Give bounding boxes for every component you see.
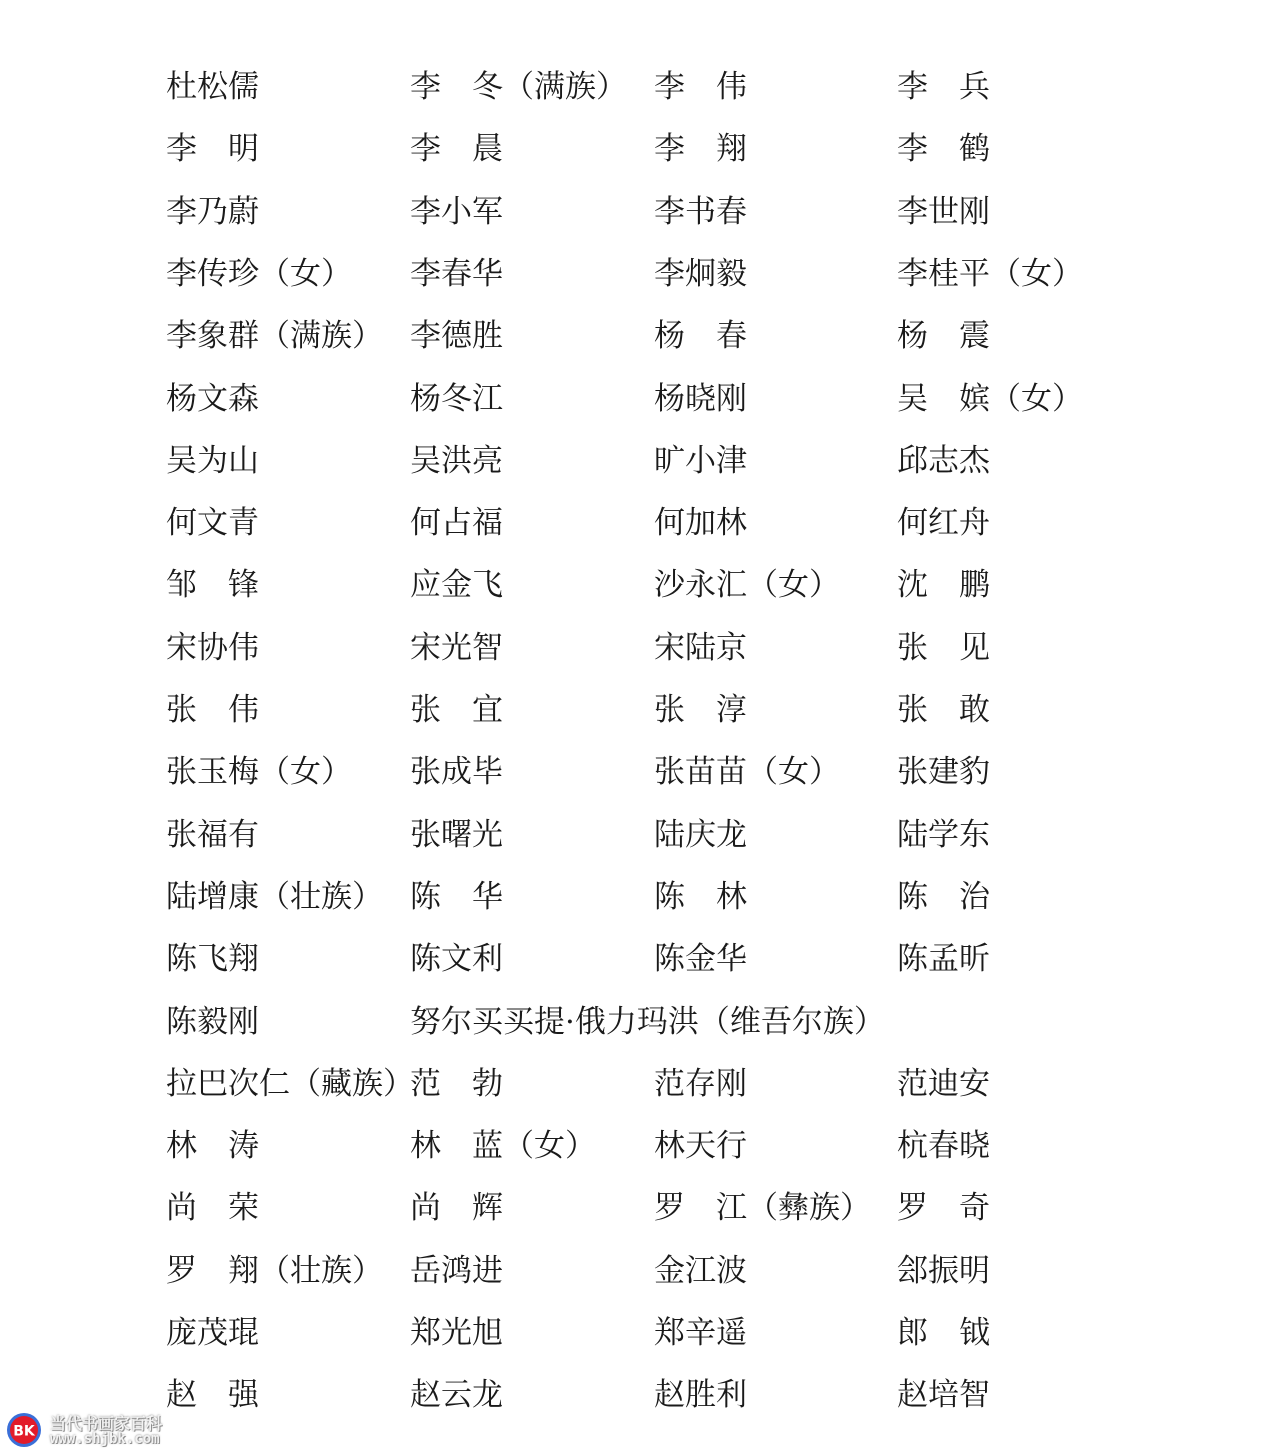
name-entry: 范存刚 (654, 1065, 747, 1102)
name-row (0, 498, 1280, 548)
name-entry: 张苗苗（女） (654, 754, 840, 791)
name-entry: 陆学东 (897, 816, 990, 853)
name-entry: 林 蓝（女） (410, 1128, 596, 1165)
name-entry: 沙永汇（女） (654, 567, 840, 604)
name-entry: 吴洪亮 (410, 442, 503, 479)
name-entry: 陈 林 (654, 878, 747, 915)
name-entry: 邱志杰 (897, 442, 990, 479)
site-watermark[interactable] (6, 1410, 186, 1450)
name-entry: 杨 震 (897, 318, 990, 355)
name-entry: 李 晨 (410, 131, 503, 168)
name-entry: 杨晓刚 (654, 380, 747, 417)
name-entry: 范 勃 (410, 1065, 503, 1102)
name-entry: 旷小津 (654, 442, 747, 479)
name-row (0, 1246, 1280, 1296)
name-entry: 何占福 (410, 505, 503, 542)
name-entry: 李乃蔚 (166, 193, 259, 230)
name-entry: 应金飞 (410, 567, 503, 604)
name-row (0, 872, 1280, 922)
watermark-site-url: www.shjbk.com (50, 1431, 160, 1447)
name-entry: 沈 鹏 (897, 567, 990, 604)
name-entry: 郎 钺 (897, 1315, 990, 1351)
name-entry: 张 伟 (166, 692, 259, 728)
name-entry: 岳鸿进 (410, 1252, 503, 1289)
name-entry: 罗 翔（壮族） (166, 1252, 383, 1289)
name-entry: 李 翔 (654, 131, 747, 168)
name-entry: 李 兵 (897, 69, 990, 105)
name-entry: 赵培智 (897, 1377, 990, 1414)
name-entry: 何红舟 (897, 505, 990, 542)
name-entry: 杨 春 (654, 318, 747, 355)
name-entry: 赵胜利 (654, 1377, 747, 1414)
name-entry: 李 冬（满族） (410, 69, 627, 105)
name-entry: 李世刚 (897, 193, 990, 230)
name-row (0, 311, 1280, 361)
name-entry: 郐振明 (897, 1252, 990, 1289)
name-row (0, 1308, 1280, 1358)
name-entry: 陈金华 (654, 941, 747, 978)
name-entry: 李春华 (410, 255, 503, 292)
name-entry: 吴 嫔（女） (897, 380, 1083, 417)
name-entry: 赵云龙 (410, 1377, 503, 1414)
name-row (0, 747, 1280, 797)
name-entry: 杨冬江 (410, 380, 503, 417)
name-entry: 罗 奇 (897, 1190, 990, 1227)
name-row (0, 436, 1280, 486)
name-row (0, 934, 1280, 984)
name-entry: 张建豹 (897, 754, 990, 791)
name-row (0, 249, 1280, 299)
name-entry: 陆增康（壮族） (166, 878, 383, 915)
name-entry: 张曙光 (410, 816, 503, 853)
name-entry: 宋协伟 (166, 629, 259, 666)
name-entry: 陈 华 (410, 878, 503, 915)
name-entry: 李传珍（女） (166, 255, 352, 292)
watermark-site-name: 当代书画家百科 (50, 1414, 163, 1433)
name-entry: 陆庆龙 (654, 816, 747, 853)
name-entry: 宋光智 (410, 629, 503, 666)
name-entry: 李 伟 (654, 69, 747, 105)
name-entry: 陈飞翔 (166, 941, 259, 978)
name-entry: 李书春 (654, 193, 747, 230)
name-row (0, 124, 1280, 174)
name-entry: 张 淳 (654, 692, 747, 728)
name-entry: 张福有 (166, 816, 259, 853)
name-row (0, 560, 1280, 610)
name-entry: 李德胜 (410, 318, 503, 355)
name-entry: 李小军 (410, 193, 503, 230)
name-row (0, 62, 1280, 112)
name-entry: 宋陆京 (654, 629, 747, 666)
name-entry: 金江波 (654, 1252, 747, 1289)
name-entry: 努尔买买提·俄力玛洪（维吾尔族） (410, 1003, 885, 1040)
name-entry: 何加林 (654, 505, 747, 542)
name-entry: 拉巴次仁（藏族） (166, 1065, 414, 1102)
name-entry: 张 宜 (410, 692, 503, 728)
name-entry: 林 涛 (166, 1128, 259, 1165)
name-row (0, 187, 1280, 237)
name-row (0, 685, 1280, 735)
name-row (0, 374, 1280, 424)
name-entry: 庞茂琨 (166, 1315, 259, 1351)
name-row (0, 1121, 1280, 1171)
name-entry: 陈毅刚 (166, 1003, 259, 1040)
name-entry: 罗 江（彝族） (654, 1190, 871, 1227)
name-entry: 张玉梅（女） (166, 754, 352, 791)
name-row (0, 1183, 1280, 1233)
name-entry: 何文青 (166, 505, 259, 542)
bk-logo-icon (6, 1412, 42, 1448)
name-entry: 陈孟昕 (897, 941, 990, 978)
name-entry: 杨文森 (166, 380, 259, 417)
name-entry: 李炯毅 (654, 255, 747, 292)
name-entry: 李象群（满族） (166, 318, 383, 355)
name-entry: 杜松儒 (166, 69, 259, 105)
name-row (0, 997, 1280, 1047)
name-row (0, 623, 1280, 673)
name-entry: 张 见 (897, 629, 990, 666)
name-entry: 陈 治 (897, 878, 990, 915)
name-entry: 尚 辉 (410, 1190, 503, 1227)
name-entry: 吴为山 (166, 442, 259, 479)
name-entry: 范迪安 (897, 1065, 990, 1102)
name-entry: 陈文利 (410, 941, 503, 978)
name-entry: 李 鹤 (897, 131, 990, 168)
name-entry: 李 明 (166, 131, 259, 168)
name-row (0, 1370, 1280, 1420)
name-entry: 张成毕 (410, 754, 503, 791)
name-entry: 赵 强 (166, 1377, 259, 1414)
name-entry: 郑光旭 (410, 1315, 503, 1351)
name-row (0, 810, 1280, 860)
name-entry: 林天行 (654, 1128, 747, 1165)
name-entry: 杭春晓 (897, 1128, 990, 1165)
name-entry: 张 敢 (897, 692, 990, 728)
name-entry: 尚 荣 (166, 1190, 259, 1227)
name-entry: 邹 锋 (166, 567, 259, 604)
name-entry: 郑辛遥 (654, 1315, 747, 1351)
name-entry: 李桂平（女） (897, 255, 1083, 292)
bk-logo-text: BK (13, 1423, 35, 1440)
name-row (0, 1059, 1280, 1109)
